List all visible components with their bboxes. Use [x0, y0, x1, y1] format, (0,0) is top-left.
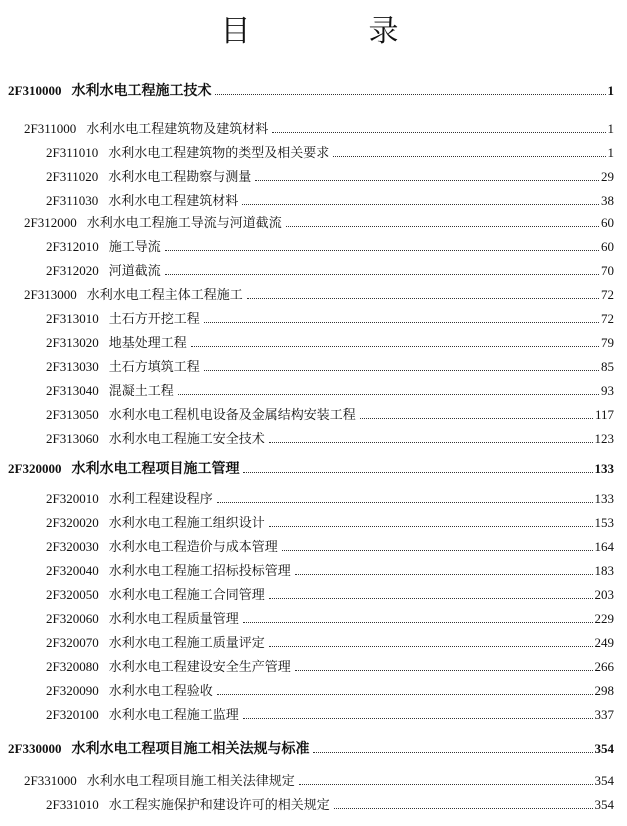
toc-entry-code: 2F311010: [46, 145, 99, 160]
toc-entry[interactable]: [46, 236, 614, 256]
toc-entry[interactable]: [24, 284, 614, 304]
toc-entry-label: 水工程实施保护和建设许可的相关规定: [108, 798, 330, 813]
toc-entry-code: 2F320010: [46, 491, 99, 506]
toc-entry[interactable]: [46, 656, 614, 676]
toc-entry-page-number: 79: [601, 335, 614, 350]
toc-entry-page-number: 153: [594, 515, 614, 530]
toc-entry-code: 2F320040: [46, 563, 99, 578]
toc-entry-label: 水利水电工程建筑材料: [108, 194, 239, 209]
toc-entry-label: 水利水电工程施工合同管理: [108, 588, 265, 603]
toc-entry-code: 2F320020: [46, 515, 99, 530]
toc-entry-page-number: 38: [601, 193, 614, 208]
toc-entry[interactable]: [8, 738, 614, 758]
toc-entry-page-number: 354: [594, 741, 614, 756]
toc-entry-label: 水利水电工程项目施工相关法律规定: [86, 774, 295, 789]
toc-entry-label: 水利工程建设程序: [108, 492, 213, 507]
toc-entry-label: 土石方开挖工程: [108, 312, 200, 327]
toc-entry[interactable]: [24, 118, 614, 138]
toc-entry-code: 2F313020: [46, 335, 99, 350]
dot-leader: [165, 250, 599, 251]
toc-entry-code: 2F320050: [46, 587, 99, 602]
toc-entry-code: 2F320060: [46, 611, 99, 626]
dot-leader: [272, 132, 605, 133]
toc-entry-page-number: 183: [594, 563, 614, 578]
dot-leader: [178, 394, 599, 395]
toc-entry[interactable]: [46, 632, 614, 652]
toc-entry-page-number: 164: [594, 539, 614, 554]
toc-entry-code: 2F310000: [8, 83, 62, 98]
dot-leader: [295, 574, 593, 575]
toc-entry[interactable]: [46, 704, 614, 724]
toc-entry-code: 2F320000: [8, 461, 62, 476]
toc-entry-code: 2F320100: [46, 707, 99, 722]
dot-leader: [334, 808, 593, 809]
toc-entry-page-number: 354: [594, 773, 614, 788]
toc-entry[interactable]: [46, 166, 614, 186]
dot-leader: [360, 418, 593, 419]
toc-entry-page-number: 72: [601, 287, 614, 302]
dot-leader: [243, 718, 593, 719]
toc-entry[interactable]: [46, 142, 614, 162]
dot-leader: [255, 180, 599, 181]
dot-leader: [242, 204, 599, 205]
toc-entry-label: 水利水电工程质量管理: [108, 612, 239, 627]
toc-entry[interactable]: [8, 458, 614, 478]
toc-entry-label: 水利水电工程造价与成本管理: [108, 540, 278, 555]
toc-entry-code: 2F320080: [46, 659, 99, 674]
toc-entry-code: 2F331010: [46, 797, 99, 812]
toc-entry-label: 水利水电工程验收: [108, 684, 213, 699]
toc-entry-code: 2F311030: [46, 193, 99, 208]
toc-entry-code: 2F312010: [46, 239, 99, 254]
toc-entry-code: 2F330000: [8, 741, 62, 756]
dot-leader: [282, 550, 593, 551]
dot-leader: [313, 752, 592, 753]
dot-leader: [269, 598, 593, 599]
toc-entry[interactable]: [46, 680, 614, 700]
toc-entry-page-number: 337: [594, 707, 614, 722]
toc-entry-label: 水利水电工程建筑物的类型及相关要求: [108, 146, 330, 161]
toc-entry-label: 水利水电工程机电设备及金属结构安装工程: [108, 408, 356, 423]
dot-leader: [269, 442, 593, 443]
toc-entry-page-number: 354: [594, 797, 614, 812]
toc-entry[interactable]: [46, 560, 614, 580]
toc-entry-code: 2F320070: [46, 635, 99, 650]
toc-entry[interactable]: [46, 356, 614, 376]
toc-entry-label: 水利水电工程建筑物及建筑材料: [86, 122, 269, 137]
toc-entry-page-number: 1: [607, 83, 614, 98]
toc-entry[interactable]: [46, 308, 614, 328]
dot-leader: [286, 226, 599, 227]
toc-entry[interactable]: [24, 770, 614, 790]
toc-entry-page-number: 29: [601, 169, 614, 184]
toc-entry-label: 水利水电工程施工招标投标管理: [108, 564, 291, 579]
toc-entry-label: 施工导流: [108, 240, 161, 255]
toc-entry-code: 2F331000: [24, 773, 77, 788]
toc-entry-code: 2F312000: [24, 215, 77, 230]
toc-entry-page-number: 117: [594, 407, 614, 422]
toc-entry-label: 水利水电工程施工组织设计: [108, 516, 265, 531]
toc-entry[interactable]: [46, 794, 614, 814]
dot-leader: [243, 622, 593, 623]
toc-entry-code: 2F313010: [46, 311, 99, 326]
toc-entry[interactable]: [46, 584, 614, 604]
toc-entry-code: 2F313030: [46, 359, 99, 374]
toc-entry[interactable]: [46, 190, 614, 210]
toc-entry-page-number: 72: [601, 311, 614, 326]
toc-entry-page-number: 85: [601, 359, 614, 374]
toc-entry-label: 水利水电工程项目施工相关法规与标准: [71, 741, 310, 757]
toc-entry-label: 水利水电工程项目施工管理: [71, 461, 240, 477]
toc-entry-page-number: 133: [594, 461, 614, 476]
toc-entry-label: 水利水电工程施工导流与河道截流: [86, 216, 282, 231]
toc-entry-label: 水利水电工程施工技术: [71, 83, 212, 99]
dot-leader: [217, 694, 593, 695]
toc-entry[interactable]: [46, 608, 614, 628]
toc-entry[interactable]: [46, 428, 614, 448]
toc-entry[interactable]: [46, 260, 614, 280]
toc-entry-label: 水利水电工程主体工程施工: [86, 288, 243, 303]
toc-entry-code: 2F311020: [46, 169, 99, 184]
toc-entry-page-number: 60: [601, 239, 614, 254]
dot-leader: [191, 346, 599, 347]
toc-entry[interactable]: [8, 80, 614, 100]
dot-leader: [204, 370, 599, 371]
dot-leader: [299, 784, 593, 785]
toc-entry-page-number: 123: [594, 431, 614, 446]
toc-entry-code: 2F313000: [24, 287, 77, 302]
toc-entry-page-number: 229: [594, 611, 614, 626]
dot-leader: [217, 502, 593, 503]
dot-leader: [333, 156, 605, 157]
toc-entry-code: 2F311000: [24, 121, 77, 136]
toc-entry-label: 水利水电工程勘察与测量: [108, 170, 252, 185]
toc-entry-label: 水利水电工程建设安全生产管理: [108, 660, 291, 675]
dot-leader: [269, 646, 593, 647]
dot-leader: [215, 94, 605, 95]
toc-entry[interactable]: [46, 536, 614, 556]
toc-entry-label: 地基处理工程: [108, 336, 187, 351]
toc-entry-label: 水利水电工程施工监理: [108, 708, 239, 723]
toc-entry-page-number: 266: [594, 659, 614, 674]
toc-entry-label: 土石方填筑工程: [108, 360, 200, 375]
toc-entry-code: 2F313040: [46, 383, 99, 398]
dot-leader: [165, 274, 599, 275]
dot-leader: [243, 472, 592, 473]
toc-entry-page-number: 133: [594, 491, 614, 506]
toc-entry-label: 混凝土工程: [108, 384, 174, 399]
toc-entry-code: 2F313060: [46, 431, 99, 446]
toc-entry-page-number: 1: [607, 145, 614, 160]
toc-entry-page-number: 203: [594, 587, 614, 602]
toc-entry[interactable]: [46, 332, 614, 352]
toc-entry[interactable]: [24, 212, 614, 232]
toc-entry-page-number: 1: [607, 121, 614, 136]
toc-entry-page-number: 93: [601, 383, 614, 398]
toc-entry-label: 水利水电工程施工质量评定: [108, 636, 265, 651]
toc-entry-page-number: 60: [601, 215, 614, 230]
toc-entry[interactable]: [46, 404, 614, 424]
toc-entry-label: 河道截流: [108, 264, 161, 279]
toc-entry-page-number: 298: [594, 683, 614, 698]
page-title: 目 录: [220, 14, 443, 49]
toc-entry-page-number: 70: [601, 263, 614, 278]
dot-leader: [269, 526, 593, 527]
toc-entry[interactable]: [46, 512, 614, 532]
toc-entry[interactable]: [46, 380, 614, 400]
dot-leader: [295, 670, 593, 671]
toc-entry-code: 2F320030: [46, 539, 99, 554]
toc-entry-code: 2F313050: [46, 407, 99, 422]
toc-entry[interactable]: [46, 488, 614, 508]
toc-entry-page-number: 249: [594, 635, 614, 650]
toc-entry-code: 2F312020: [46, 263, 99, 278]
toc-entry-label: 水利水电工程施工安全技术: [108, 432, 265, 447]
dot-leader: [247, 298, 599, 299]
toc-entry-code: 2F320090: [46, 683, 99, 698]
dot-leader: [204, 322, 599, 323]
